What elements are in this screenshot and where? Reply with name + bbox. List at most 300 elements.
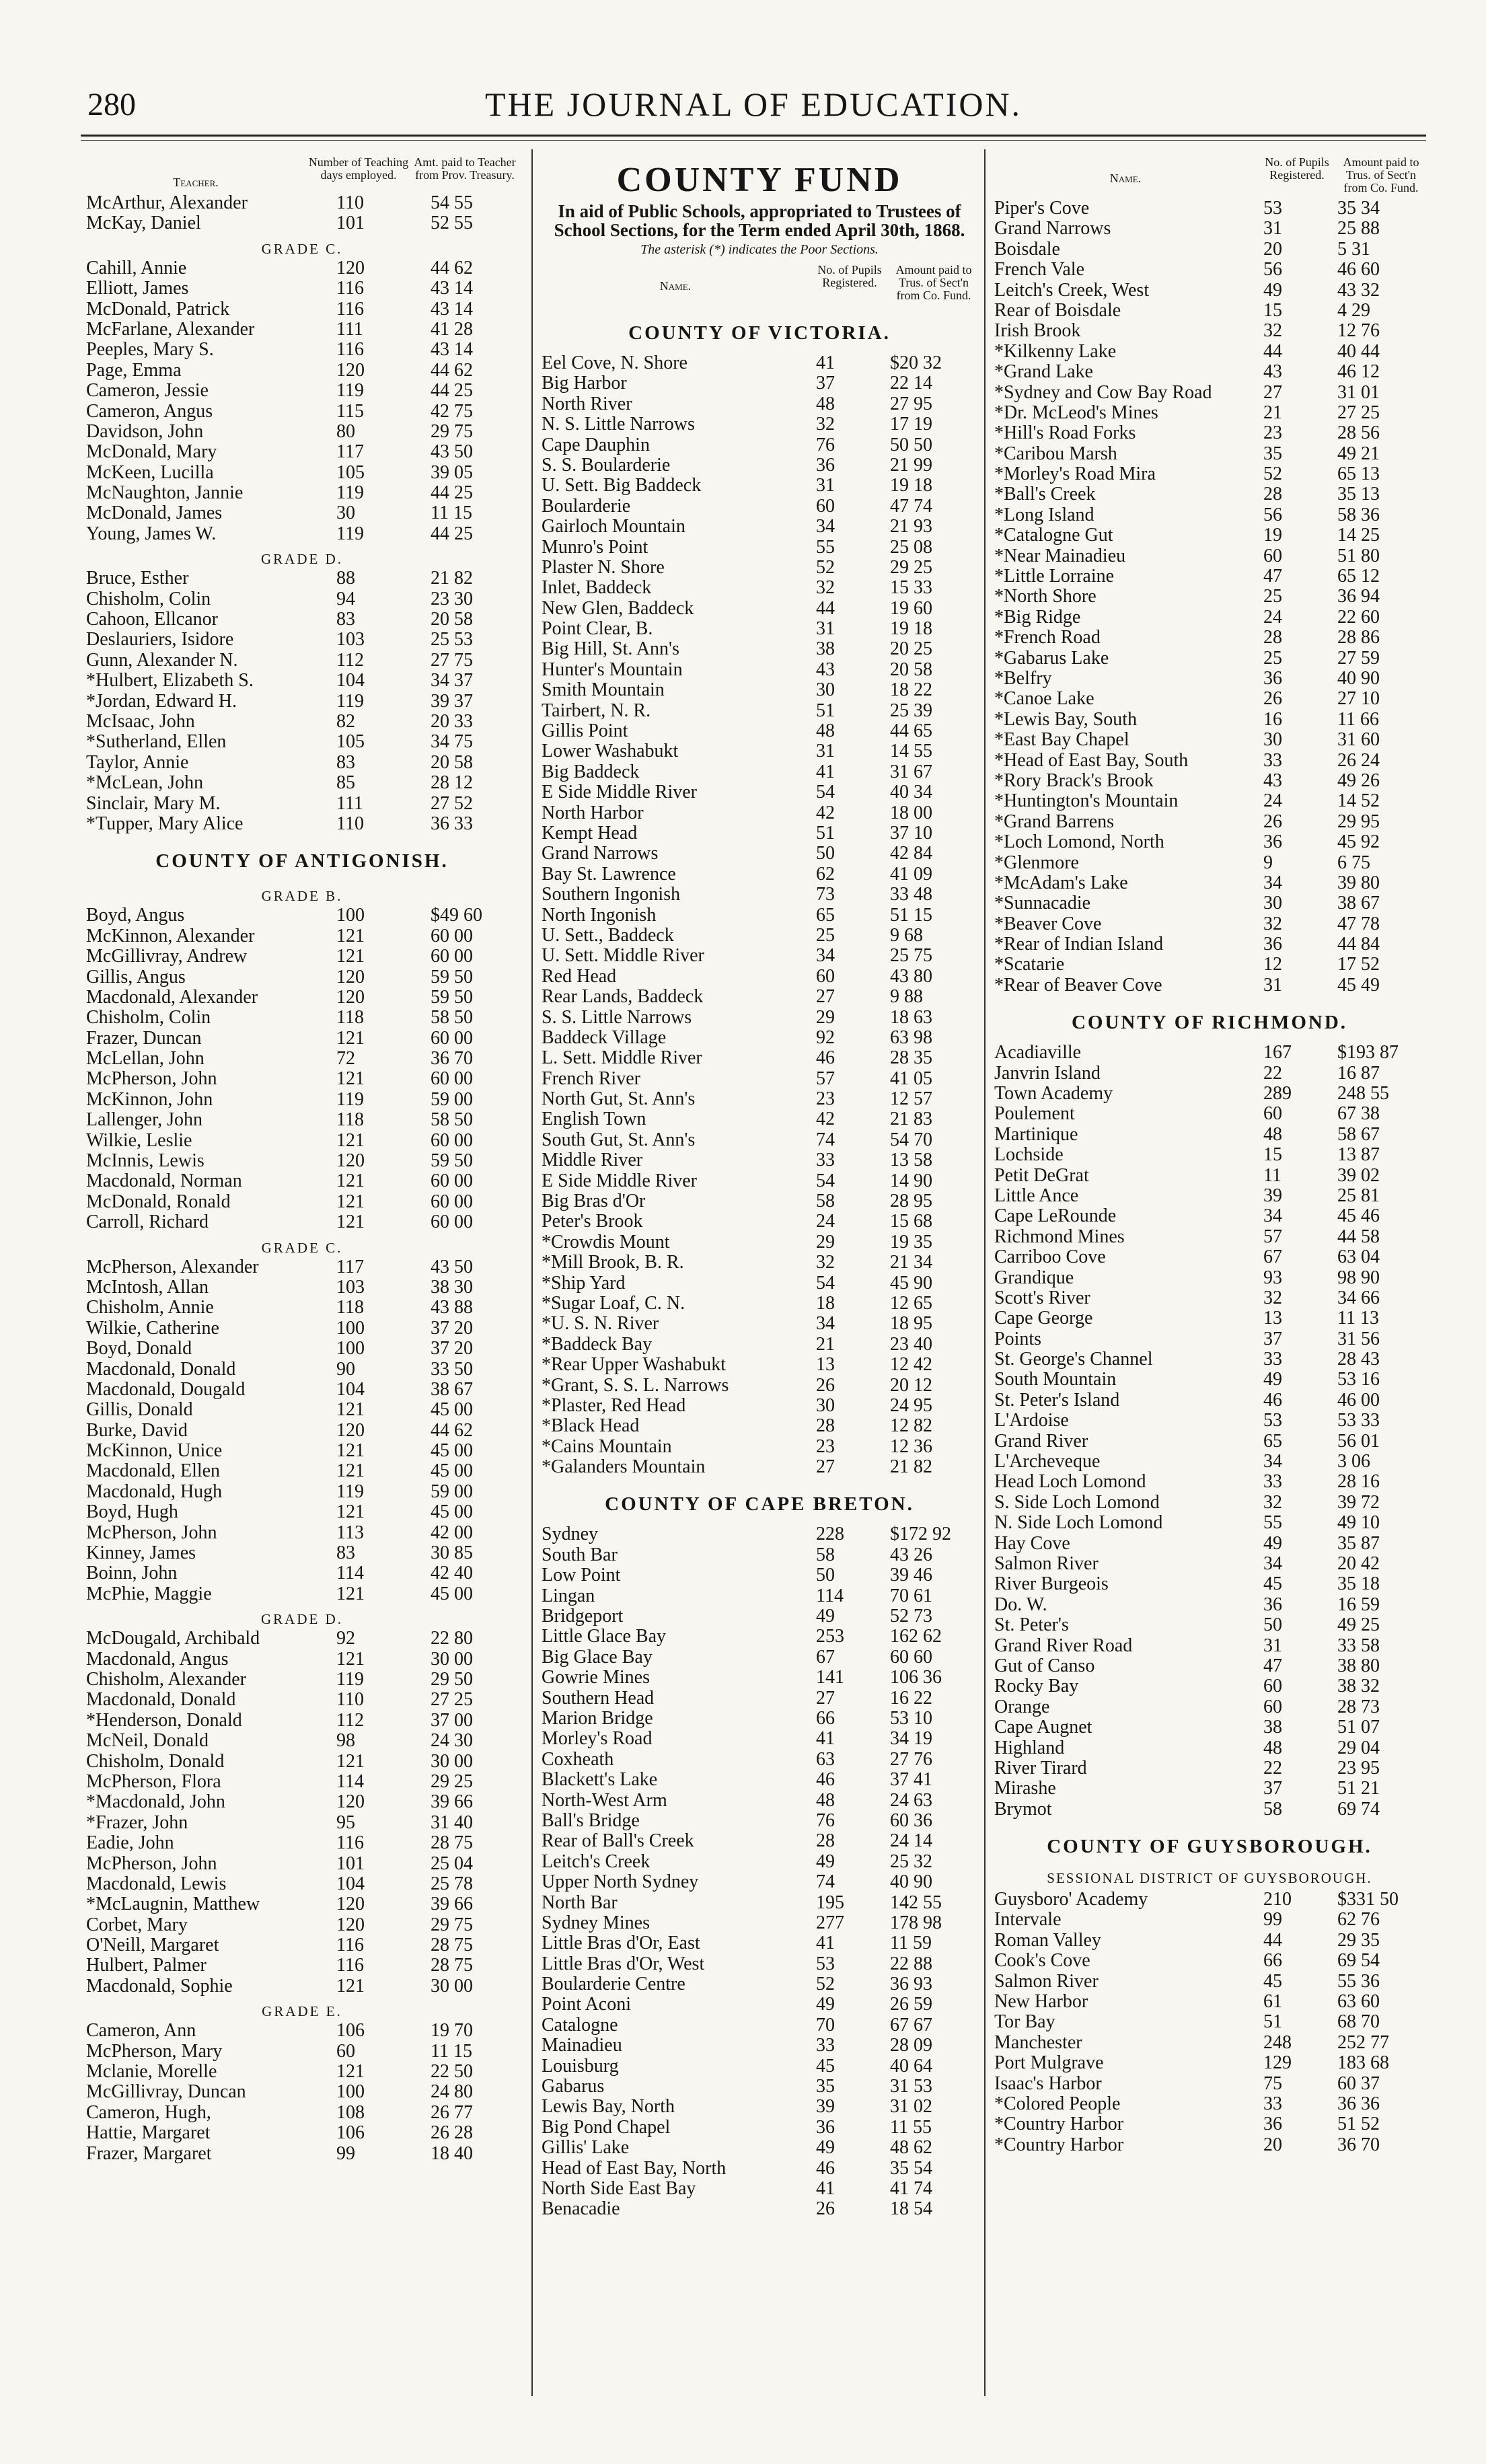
entry-name: English Town: [542, 1109, 646, 1130]
table-row: [994, 219, 1425, 239]
table-row: [542, 1770, 977, 1790]
table-row: [994, 423, 1425, 443]
entry-name: Grandique: [994, 1267, 1074, 1288]
entry-count: 30: [816, 679, 835, 701]
entry-amount: 39 72: [1337, 1491, 1380, 1513]
entry-count: 43: [1263, 361, 1282, 383]
table-row: [86, 503, 518, 523]
entry-amount: 46 60: [1337, 259, 1380, 281]
entry-amount: 51 07: [1337, 1717, 1380, 1738]
entry-count: 36: [1263, 1594, 1282, 1615]
county-fund-continued-column: [994, 156, 1425, 2155]
entry-amount: 30 00: [431, 1750, 473, 1772]
entry-count: 118: [336, 1297, 364, 1318]
entry-name: North River: [542, 394, 632, 414]
entry-count: 46: [1263, 1389, 1282, 1411]
table-row: [542, 2138, 977, 2158]
entry-amount: 3 06: [1337, 1451, 1370, 1472]
table-row: [86, 987, 518, 1008]
entry-count: 34: [816, 945, 835, 967]
entry-amount: 27 76: [890, 1748, 932, 1770]
entry-amount: 25 39: [890, 700, 932, 721]
entry-count: 58: [1263, 1798, 1282, 1820]
table-row: [86, 1772, 518, 1792]
table-row: [542, 987, 977, 1007]
entry-count: 36: [816, 2116, 835, 2138]
entry-name: *Beaver Cove: [994, 913, 1102, 934]
entry-count: 25: [1263, 586, 1282, 607]
entry-name: L'Archeveque: [994, 1452, 1101, 1472]
entry-name: Cameron, Angus: [86, 401, 213, 422]
entry-amount: 52 55: [431, 213, 473, 234]
table-row: [994, 464, 1425, 484]
entry-count: 42: [816, 802, 835, 823]
entry-name: Kempt Head: [542, 823, 638, 844]
entry-count: 33: [1263, 1471, 1282, 1493]
entry-name: Grand River Road: [994, 1635, 1133, 1656]
entry-name: Boularderie: [542, 496, 631, 517]
entry-name: McKinnon, Unice: [86, 1441, 223, 1462]
entry-name: Blackett's Lake: [542, 1770, 658, 1791]
table-row: [542, 1253, 977, 1273]
entry-amount: 23 30: [431, 588, 473, 609]
entry-count: 100: [336, 1338, 365, 1359]
table-row: [542, 1586, 977, 1606]
entry-name: Big Baddeck: [542, 761, 640, 782]
entry-count: 120: [336, 1894, 365, 1915]
entry-amount: 45 00: [431, 1399, 473, 1421]
journal-title: THE JOURNAL OF EDUCATION.: [484, 85, 1023, 123]
table-row: [542, 741, 977, 761]
entry-count: 92: [336, 1628, 355, 1649]
entry-name: *Sunnacadie: [994, 893, 1091, 914]
entry-name: *Catalogne Gut: [994, 525, 1113, 546]
entry-count: 30: [1263, 893, 1282, 914]
entry-amount: 16 87: [1337, 1062, 1380, 1084]
entry-amount: 25 81: [1337, 1185, 1380, 1206]
table-row: [542, 1545, 977, 1565]
entry-count: 15: [1263, 1144, 1282, 1166]
entry-count: 110: [336, 1689, 364, 1711]
entry-amount: 44 65: [890, 720, 932, 742]
table-row: [86, 1482, 518, 1502]
entry-amount: 51 15: [890, 904, 932, 926]
entry-amount: 35 87: [1337, 1532, 1380, 1554]
table-row: [86, 773, 518, 793]
entry-amount: 22 80: [431, 1628, 473, 1649]
entry-count: 53: [1263, 198, 1282, 219]
entry-amount: 43 26: [890, 1544, 932, 1565]
entry-amount: 45 00: [431, 1583, 473, 1604]
entry-name: River Tirard: [994, 1758, 1087, 1779]
entry-name: Gunn, Alexander N.: [86, 650, 238, 671]
entry-count: 48: [1263, 1737, 1282, 1758]
entry-count: 60: [1263, 1676, 1282, 1697]
entry-name: South Mountain: [994, 1370, 1117, 1390]
table-row: [86, 1976, 518, 1996]
entry-amount: 35 34: [1337, 198, 1380, 219]
entry-count: 27: [816, 1687, 835, 1709]
table-row: [994, 403, 1425, 423]
entry-count: 52: [1263, 463, 1282, 485]
district-heading: SESSIONAL DISTRICT OF GUYSBOROUGH.: [1047, 1870, 1372, 1887]
entry-count: 37: [1263, 1328, 1282, 1349]
entry-amount: 20 58: [431, 751, 473, 773]
entry-count: 119: [336, 1669, 364, 1690]
entry-count: 94: [336, 588, 355, 609]
entry-amount: 67 67: [890, 2014, 932, 2036]
entry-count: 46: [816, 2157, 835, 2179]
entry-count: 29: [816, 1231, 835, 1253]
entry-amount: 19 35: [890, 1231, 932, 1253]
table-row: [542, 1232, 977, 1253]
table-row: [542, 1831, 977, 1851]
table-row: [86, 1670, 518, 1690]
entry-amount: 29 50: [431, 1669, 473, 1690]
table-row: [86, 299, 518, 320]
entry-count: 49: [816, 1851, 835, 1872]
entry-name: Upper North Sydney: [542, 1872, 699, 1893]
table-row: [994, 1779, 1425, 1799]
entry-name: *Head of East Bay, South: [994, 750, 1189, 771]
entry-amount: 60 00: [431, 1170, 473, 1192]
entry-amount: 25 53: [431, 629, 473, 650]
entry-name: U. Sett. Big Baddeck: [542, 476, 702, 496]
entry-count: 121: [336, 946, 365, 967]
entry-name: Head of East Bay, North: [542, 2158, 727, 2179]
entry-name: Chisholm, Colin: [86, 1008, 211, 1029]
entry-amount: 20 25: [890, 638, 932, 660]
entry-name: St. Peter's: [994, 1615, 1069, 1636]
entry-amount: 29 25: [890, 556, 932, 578]
entry-name: *Country Harbor: [994, 2114, 1124, 2135]
entry-count: 60: [816, 495, 835, 517]
table-row: [86, 361, 518, 381]
entry-amount: 44 25: [431, 380, 473, 402]
table-row: [542, 1524, 977, 1544]
entry-name: Frazer, Margaret: [86, 2143, 212, 2164]
entry-name: *Colored People: [994, 2093, 1121, 2114]
entry-name: Inlet, Baddeck: [542, 578, 652, 599]
entry-name: *Rory Brack's Brook: [994, 770, 1154, 791]
entry-count: 34: [1263, 872, 1282, 893]
entry-amount: 43 32: [1337, 279, 1380, 301]
entry-count: 18: [816, 1292, 835, 1314]
entry-amount: 28 16: [1337, 1471, 1380, 1493]
table-row: [542, 1396, 977, 1416]
entry-amount: 41 74: [890, 2177, 932, 2199]
table-row: [86, 381, 518, 401]
entry-amount: 11 15: [431, 2040, 472, 2062]
grade-heading: GRADE B.: [261, 888, 343, 905]
entry-amount: 142 55: [890, 1892, 942, 1913]
table-row: [86, 794, 518, 814]
table-row: [86, 1257, 518, 1277]
entry-amount: 60 00: [431, 1129, 473, 1151]
table-row: [86, 1752, 518, 1772]
entry-name: North Side East Bay: [542, 2178, 696, 2199]
teacher-col-heading: Teacher.: [173, 176, 219, 189]
entry-name: E Side Middle River: [542, 782, 697, 803]
entry-count: 43: [1263, 770, 1282, 791]
entry-count: 121: [336, 1211, 365, 1233]
entry-count: 76: [816, 1809, 835, 1831]
days-col-heading: Number of Teaching days employed.: [308, 155, 409, 182]
entry-amount: 21 82: [890, 1456, 932, 1478]
entry-name: Rear of Boisdale: [994, 300, 1121, 321]
entry-amount: 49 26: [1337, 770, 1380, 791]
table-row: [542, 2036, 977, 2056]
table-row: [994, 1513, 1425, 1533]
entry-count: 51: [816, 700, 835, 721]
entry-amount: 39 37: [431, 690, 473, 712]
entry-name: *Mill Brook, B. R.: [542, 1253, 684, 1273]
entry-name: *Crowdis Mount: [542, 1232, 670, 1253]
table-row: [994, 1758, 1425, 1779]
entry-name: Southern Ingonish: [542, 885, 681, 905]
entry-count: 54: [816, 782, 835, 803]
entry-amount: 53 33: [1337, 1410, 1380, 1431]
entry-amount: 43 50: [431, 1256, 473, 1277]
entry-name: McIsaac, John: [86, 711, 195, 732]
entry-amount: 11 66: [1337, 708, 1379, 730]
table-row: [542, 1729, 977, 1749]
entry-amount: 12 36: [890, 1435, 932, 1457]
entry-amount: $49 60: [431, 905, 482, 926]
amount-col-heading: Amount paid to Trus. of Sect'n from Co. Fund.: [1343, 155, 1419, 194]
entry-amount: 45 46: [1337, 1205, 1380, 1227]
amount-col-heading: Amt. paid to Teacher from Prov. Treasury.: [414, 155, 516, 182]
table-row: [994, 1411, 1425, 1431]
entry-count: 35: [1263, 443, 1282, 464]
table-row: [994, 546, 1425, 566]
table-row: [542, 599, 977, 619]
entry-amount: 29 95: [1337, 811, 1380, 832]
entry-name: Boyd, Donald: [86, 1339, 192, 1359]
entry-count: 16: [1263, 708, 1282, 730]
entry-name: Intervale: [994, 1910, 1062, 1931]
table-row: [542, 1150, 977, 1170]
table-row: [542, 1109, 977, 1129]
table-row: [86, 1584, 518, 1604]
table-row: [994, 1717, 1425, 1738]
entry-amount: 6 75: [1337, 852, 1370, 873]
entry-amount: 48 62: [890, 2137, 932, 2159]
table-row: [86, 1874, 518, 1894]
entry-count: 120: [336, 257, 365, 278]
table-row: [994, 1125, 1425, 1145]
entry-amount: 9 68: [890, 924, 923, 946]
table-row: [994, 505, 1425, 525]
entry-count: 34: [1263, 1205, 1282, 1227]
entry-amount: 29 75: [431, 1914, 473, 1935]
entry-count: 277: [816, 1912, 844, 1933]
entry-count: 99: [336, 2142, 355, 2164]
entry-name: McKeen, Lucilla: [86, 462, 214, 483]
entry-name: Middle River: [542, 1150, 643, 1171]
entry-amount: 55 36: [1337, 1970, 1380, 1992]
table-row: [542, 1069, 977, 1089]
entry-count: 49: [1263, 279, 1282, 301]
entry-amount: 60 37: [1337, 2073, 1380, 2094]
table-row: [994, 1534, 1425, 1554]
entry-amount: 45 00: [431, 1501, 473, 1523]
entry-count: 100: [336, 905, 365, 926]
table-row: [542, 1688, 977, 1709]
entry-name: *Sutherland, Ellen: [86, 732, 227, 753]
table-row: [86, 1339, 518, 1359]
table-row: [994, 566, 1425, 587]
table-row: [86, 732, 518, 752]
entry-count: 30: [336, 502, 355, 524]
table-row: [86, 692, 518, 712]
entry-count: 121: [336, 1975, 365, 1996]
entry-amount: 28 12: [431, 772, 473, 794]
entry-count: 54: [816, 1170, 835, 1191]
entry-name: Macdonald, Angus: [86, 1649, 229, 1670]
entry-name: *Rear of Indian Island: [994, 934, 1164, 955]
table-row: [86, 609, 518, 630]
entry-name: *North Shore: [994, 587, 1097, 607]
entry-count: 33: [816, 1150, 835, 1171]
entry-amount: 28 09: [890, 2035, 932, 2056]
entry-count: 45: [1263, 1970, 1282, 1992]
entry-amount: 19 60: [890, 597, 932, 619]
entry-count: 141: [816, 1667, 844, 1688]
entry-amount: 47 74: [890, 495, 932, 517]
table-row: [994, 1370, 1425, 1390]
table-row: [542, 1811, 977, 1831]
entry-name: *French Road: [994, 628, 1101, 648]
entry-count: 112: [336, 1709, 364, 1731]
entry-name: *Ball's Creek: [994, 484, 1096, 505]
entry-amount: 60 00: [431, 1068, 473, 1090]
entry-count: 73: [816, 884, 835, 905]
table-row: [542, 1913, 977, 1933]
county-heading: COUNTY OF VICTORIA.: [628, 322, 891, 344]
entry-name: Macdonald, Dougald: [86, 1379, 246, 1400]
table-row: [86, 568, 518, 589]
entry-name: Boinn, John: [86, 1563, 178, 1584]
entry-amount: 67 38: [1337, 1103, 1380, 1125]
table-row: [86, 320, 518, 340]
table-row: [542, 476, 977, 496]
entry-count: 31: [816, 741, 835, 762]
entry-amount: 183 68: [1337, 2052, 1389, 2074]
entry-name: McKinnon, Alexander: [86, 926, 255, 946]
entry-count: 26: [816, 2198, 835, 2220]
entry-count: 54: [816, 1272, 835, 1294]
entry-count: 27: [1263, 381, 1282, 403]
entry-amount: 13 87: [1337, 1144, 1380, 1166]
entry-amount: 17 52: [1337, 954, 1380, 975]
entry-name: Little Bras d'Or, West: [542, 1953, 705, 1974]
entry-count: 44: [1263, 1929, 1282, 1951]
entry-count: 118: [336, 1007, 364, 1029]
entry-amount: 14 25: [1337, 525, 1380, 546]
table-row: [542, 2077, 977, 2097]
entry-count: 32: [816, 1252, 835, 1273]
entry-amount: 23 40: [890, 1333, 932, 1355]
entry-count: 45: [816, 2055, 835, 2077]
table-row: [994, 260, 1425, 280]
entry-name: Lallenger, John: [86, 1110, 203, 1131]
entry-count: 41: [816, 2177, 835, 2199]
entry-name: Red Head: [542, 966, 617, 987]
table-row: [86, 1151, 518, 1171]
entry-amount: 63 04: [1337, 1246, 1380, 1268]
entry-amount: 5 31: [1337, 238, 1370, 260]
entry-name: *McLaugnin, Matthew: [86, 1894, 260, 1915]
entry-name: Tairbert, N. R.: [542, 700, 651, 721]
entry-name: S. S. Little Narrows: [542, 1007, 692, 1028]
entry-name: *Canoe Lake: [994, 689, 1094, 710]
entry-count: 116: [336, 1935, 364, 1956]
entry-name: Poulement: [994, 1104, 1075, 1125]
entry-amount: 37 20: [431, 1338, 473, 1359]
entry-count: 121: [336, 2061, 365, 2083]
entry-count: 55: [816, 536, 835, 558]
entry-count: 30: [1263, 729, 1282, 751]
entry-amount: 63 60: [1337, 1991, 1380, 2013]
table-row: [86, 193, 518, 213]
entry-name: Sydney Mines: [542, 1912, 650, 1933]
entry-count: 33: [1263, 2093, 1282, 2114]
entry-count: 12: [1263, 954, 1282, 975]
entry-name: North Harbor: [542, 802, 644, 823]
entry-amount: 36 94: [1337, 586, 1380, 607]
entry-amount: 60 60: [890, 1646, 932, 1668]
entry-count: 117: [336, 441, 364, 463]
entry-name: *Loch Lomond, North: [994, 832, 1164, 853]
entry-count: 28: [1263, 484, 1282, 505]
entry-amount: 37 10: [890, 822, 932, 844]
entry-name: *Near Mainadieu: [994, 546, 1126, 566]
table-row: [994, 1656, 1425, 1676]
entry-name: *Black Head: [542, 1416, 640, 1437]
table-row: [542, 905, 977, 926]
table-row: [86, 2062, 518, 2082]
entry-amount: 28 75: [431, 1935, 473, 1956]
entry-name: Orange: [994, 1696, 1050, 1717]
table-row: [86, 524, 518, 544]
table-row: [994, 1329, 1425, 1349]
entry-count: 49: [1263, 1369, 1282, 1390]
table-row: [542, 823, 977, 844]
entry-name: *Jordan, Edward H.: [86, 691, 237, 712]
county-fund-column: [542, 156, 977, 2220]
table-row: [994, 934, 1425, 955]
entry-name: Roman Valley: [994, 1930, 1101, 1951]
table-row: [86, 2144, 518, 2164]
entry-amount: $172 92: [890, 1524, 951, 1545]
entry-amount: 24 14: [890, 1830, 932, 1852]
table-row: [86, 1711, 518, 1731]
entry-count: 28: [816, 1830, 835, 1852]
entry-count: 108: [336, 2101, 365, 2123]
entry-count: 99: [1263, 1909, 1282, 1931]
entry-name: *Dr. McLeod's Mines: [994, 402, 1158, 423]
entry-count: 110: [336, 192, 364, 213]
table-row: [542, 844, 977, 864]
entry-name: Gairloch Mountain: [542, 517, 685, 537]
table-row: [542, 864, 977, 885]
table-row: [994, 362, 1425, 382]
entry-amount: 51 80: [1337, 545, 1380, 566]
table-row: [994, 444, 1425, 464]
table-row: [994, 1910, 1425, 1930]
entry-name: Salmon River: [994, 1554, 1099, 1574]
